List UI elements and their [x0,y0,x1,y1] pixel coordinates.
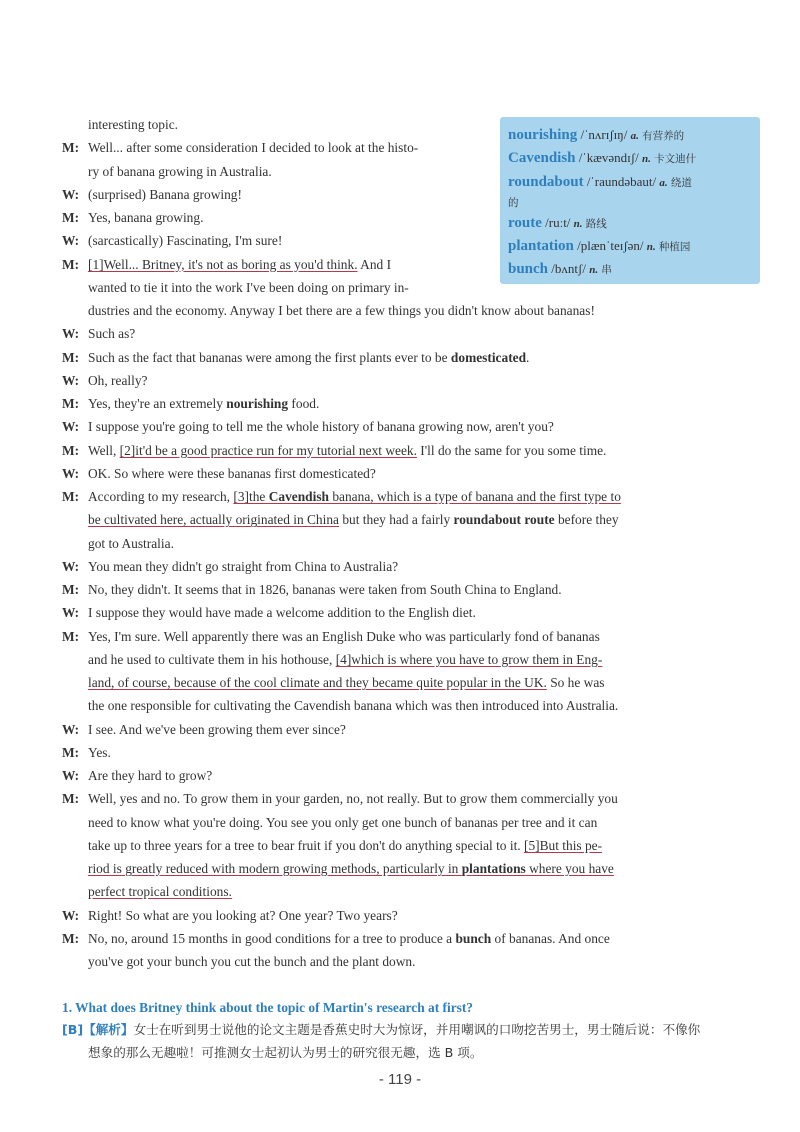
dialogue-line [62,767,212,785]
dialogue-segment: take up to three years for a tree to bear fruit if you don't do anything special to it. [88,837,524,853]
dialogue-segment: need to know what you're doing. You see you only get one bunch of bananas per tree and it can [88,814,598,830]
speaker-label: M: [62,489,80,504]
dialogue-line [62,209,203,227]
vocab-phonetic: /bʌntʃ/ [551,261,586,276]
dialogue-segment: [3]the [233,489,269,504]
dialogue-line [62,349,529,367]
dialogue-segment: Such as the fact that bananas were among the first plants ever to be [88,349,451,365]
dialogue-segment: [2]it'd be a good practice run for my tutorial next week. [119,442,417,458]
speaker-label: M: [62,744,80,760]
dialogue-segment: and he used to cultivate them in his hothouse, [88,651,336,667]
dialogue-segment: [5]But this pe- [523,837,603,853]
speaker-label: W: [62,465,80,481]
speaker-label: W: [62,186,80,202]
vocabulary-box [500,117,760,284]
vocab-entry [508,260,612,279]
vocab-entry [508,149,696,168]
answer-line-2: 想象的那么无趣啦！可推测女士起初认为男士的研究很无趣，选 B 项。 [88,1045,483,1060]
speaker-label: M: [62,791,80,807]
dialogue-line [88,860,614,878]
speaker-label: W: [62,326,80,342]
vocab-word: route [508,215,542,231]
dialogue-segment: Well, [88,442,120,458]
dialogue-segment: of bananas. And once [491,930,610,946]
dialogue-segment: No, no, around 15 months in good conditions for a tree to produce a [88,930,456,946]
dialogue-segment: you've got your bunch you cut the bunch and the plant down. [88,954,416,969]
dialogue-segment: Well... after some consideration I decided to look at the histo- [88,140,419,156]
dialogue-line [88,674,605,692]
vocab-meaning: 绕道 [670,177,692,189]
dialogue-line [62,442,606,460]
dialogue-segment: the one responsible for cultivating the Cavendish banana which was then introduced into Australia. [88,698,619,714]
dialogue-line [62,186,242,204]
dialogue-segment: food. [288,396,320,411]
dialogue-segment: (surprised) Banana growing! [88,186,242,202]
speaker-label: W: [62,233,80,249]
vocab-phonetic: /ruːt/ [545,215,571,230]
vocab-pos: n. [641,153,651,165]
speaker-label: M: [62,442,80,458]
dialogue-segment: domesticated [450,349,527,365]
dialogue-segment: Yes, banana growing. [88,210,204,225]
dialogue-segment: banana, which is a type of banana and the first type to [329,489,621,504]
dialogue-segment: roundabout route [453,512,555,528]
answer-tag: [B]【解析】 [62,1022,134,1037]
vocab-meaning: 卡文迪什 [654,153,697,165]
dialogue-segment: wanted to tie it into the work I've been doing on primary in- [88,279,409,295]
dialogue-line [62,907,398,925]
dialogue-segment: perfect tropical conditions. [88,884,232,900]
vocab-meaning: 种植园 [658,241,691,253]
vocab-meaning: 的 [508,197,519,209]
dialogue-segment: Yes. [88,744,111,760]
dialogue-line [88,535,174,553]
vocab-phonetic: /ˈkævəndɪʃ/ [578,150,639,165]
dialogue-segment: Right! So what are you looking at? One year? Two years? [88,907,398,923]
dialogue-segment: Cavendish [268,489,329,504]
dialogue-segment: Oh, really? [88,372,148,388]
vocab-meaning: 串 [601,264,612,276]
dialogue-line [88,651,602,669]
dialogue-line [62,139,418,157]
dialogue-segment: You mean they didn't go straight from China to Australia? [88,558,399,574]
page-number: - 119 - [378,1071,422,1088]
dialogue-segment: I suppose they would have made a welcome addition to the English diet. [88,605,476,621]
dialogue-segment: [1]Well... Britney, it's not as boring as you'd think. [88,256,358,272]
dialogue-segment: plantations [461,861,526,876]
dialogue-segment: . [526,349,530,365]
dialogue-line [62,744,111,762]
dialogue-line [62,395,319,413]
vocab-pos: n. [573,218,583,230]
speaker-label: W: [62,605,80,621]
dialogue-segment: bunch [455,930,492,946]
vocab-entry [508,193,519,212]
vocab-entry [508,126,684,145]
dialogue-segment: So he was [546,675,605,690]
dialogue-line [62,558,398,576]
vocab-word: plantation [508,238,574,254]
dialogue-segment: No, they didn't. It seems that in 1826, bananas were taken from South China to England. [88,582,562,597]
dialogue-line [62,256,391,274]
dialogue-line [62,372,148,390]
speaker-label: M: [62,349,80,365]
vocab-entry [508,214,607,233]
dialogue-segment: Are they hard to grow? [88,768,213,783]
speaker-label: W: [62,372,80,388]
dialogue-line [62,930,610,948]
vocab-pos: n. [589,264,599,276]
dialogue-segment: Yes, they're an extremely [88,396,227,411]
dialogue-line [62,721,346,739]
dialogue-segment: land, of course, because of the cool climate and they became quite popular in the UK. [88,675,547,690]
dialogue-line [62,581,562,599]
speaker-label: W: [62,558,80,574]
speaker-label: W: [62,907,80,923]
dialogue-segment: OK. So where were these bananas first domesticated? [88,465,376,481]
dialogue-segment: before they [554,512,619,528]
dialogue-segment: (sarcastically) Fascinating, I'm sure! [88,233,283,249]
question-1: 1. What does Britney think about the topic of Martin's research at first? [62,1000,474,1015]
dialogue-segment: riod is greatly reduced with modern growing methods, particularly in [88,861,462,876]
dialogue-line [88,279,409,297]
speaker-label: M: [62,210,80,225]
dialogue-segment: dustries and the economy. Anyway I bet there are a few things you didn't know about bananas! [88,303,595,318]
speaker-label: W: [62,721,80,737]
vocab-pos: a. [630,130,639,142]
dialogue-line [62,628,600,646]
vocab-phonetic: /ˈnʌrɪʃɪŋ/ [580,127,628,142]
dialogue-line [88,883,232,901]
dialogue-segment: but they had a fairly [338,512,454,528]
dialogue-segment: I see. And we've been growing them ever since? [88,721,346,737]
speaker-label: M: [62,582,80,597]
dialogue-segment: be cultivated here, actually originated in China [88,512,339,528]
speaker-label: M: [62,628,80,644]
speaker-label: M: [62,140,80,156]
vocab-phonetic: /plænˈteɪʃən/ [577,238,644,253]
dialogue-line [88,163,272,181]
speaker-label: W: [62,419,80,435]
speaker-label: M: [62,930,80,946]
dialogue-segment: ry of banana growing in Australia. [88,163,272,179]
dialogue-segment: Such as? [88,326,136,342]
dialogue-line [62,488,621,506]
dialogue-line [88,697,618,715]
dialogue-segment: I suppose you're going to tell me the whole history of banana growing now, aren't you? [88,419,554,435]
dialogue-segment: According to my research, [88,489,234,504]
vocab-phonetic: /ˈraundəbaut/ [586,174,657,189]
vocab-pos: a. [659,177,668,189]
vocab-meaning: 有营养的 [642,130,685,142]
speaker-label: W: [62,768,80,783]
vocab-word: bunch [508,261,549,277]
vocab-meaning: 路线 [585,218,607,230]
dialogue-segment: I'll do the same for you some time. [416,442,607,458]
vocab-entry [508,173,692,192]
vocab-pos: n. [646,241,656,253]
dialogue-segment: [4]which is where you have to grow them in Eng- [335,651,603,667]
dialogue-segment: interesting topic. [88,117,178,132]
dialogue-line [62,325,135,343]
dialogue-line [88,814,597,832]
dialogue-line [62,604,476,622]
dialogue-segment: got to Australia. [88,535,174,551]
speaker-label: M: [62,396,80,411]
vocab-entry [508,237,690,256]
vocab-word: roundabout [508,174,584,190]
dialogue-segment: nourishing [226,396,289,411]
dialogue-segment: Well, yes and no. To grow them in your garden, no, not really. But to grow them commercially you [88,791,618,807]
speaker-label: M: [62,256,80,272]
dialogue-line [88,837,602,855]
answer-explanation-1: 女士在听到男士说他的论文主题是香蕉史时大为惊讶，并用嘲讽的口吻挖苦男士，男士随后说：不像你 [133,1022,701,1037]
answer-line-1 [62,1021,700,1039]
dialogue-line [62,790,618,808]
dialogue-segment: Yes, I'm sure. Well apparently there was an English Duke who was particularly fond of bananas [88,628,600,644]
dialogue-line [88,953,415,971]
dialogue-segment: And I [357,256,392,272]
dialogue-line [88,302,595,320]
vocab-word: nourishing [508,127,578,143]
vocab-word: Cavendish [508,150,576,166]
dialogue-line [62,232,282,250]
dialogue-segment: where you have [525,861,614,876]
dialogue-line [88,511,619,529]
dialogue-line [62,465,376,483]
dialogue-line [88,116,178,134]
dialogue-line [62,418,554,436]
